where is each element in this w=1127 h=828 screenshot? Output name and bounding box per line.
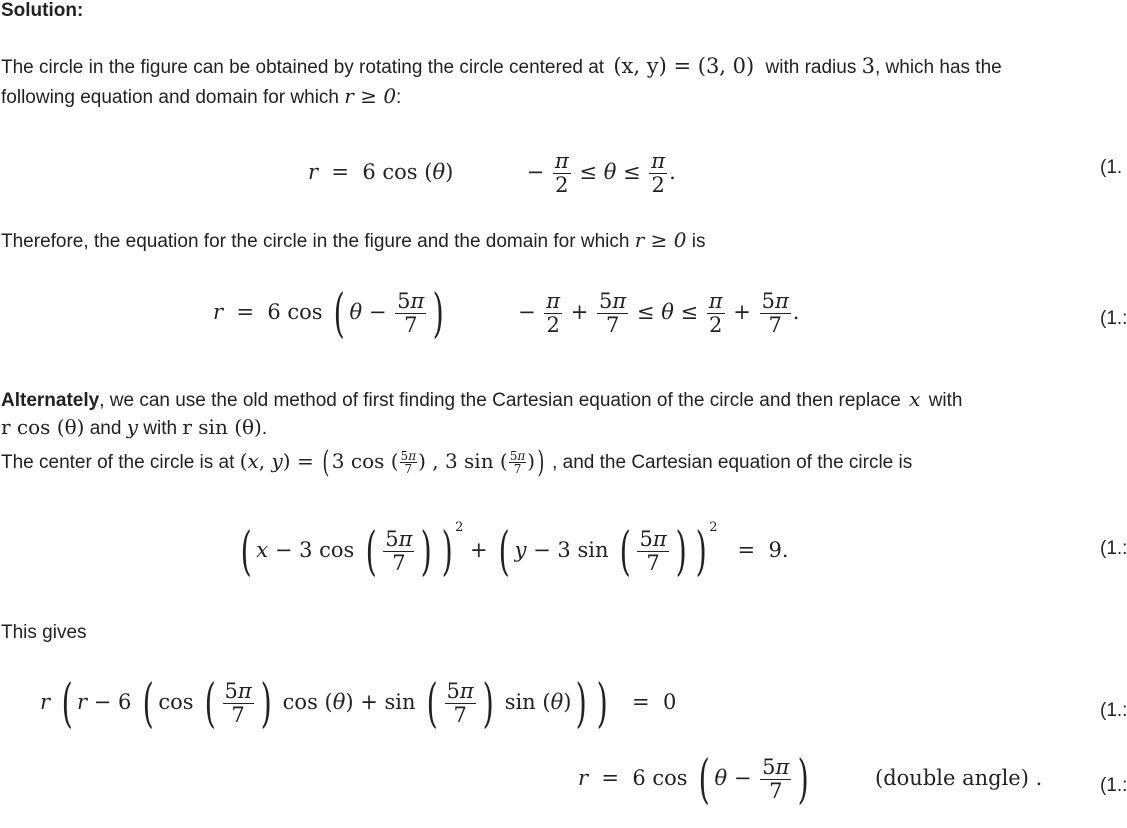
equation-2-number: (1.: (1100, 308, 1127, 329)
equation-4-number: (1.: (1100, 700, 1127, 721)
equation-1: r = 6 cos (θ) − $\frac{\pi}{2}$ ≤ θ ≤ $\frac{\pi}{2}$ . (308, 149, 676, 198)
paragraph-alternately-line1: Alternately, we can use the old method of first finding the Cartesian equation of the circle and then replace x with (1, 387, 963, 411)
center-coordinates-math: (x, y) = ( 3 cos ( $\frac{5\pi}{7}$ ) , 3 sin ( $\frac{5\pi}{7}$ )) (239, 444, 545, 480)
center-point-math: (x, y) = (3, 0) (613, 54, 755, 78)
radius-math: 3 (861, 54, 875, 78)
paragraph-intro-line2: following equation and domain for which r ≥ 0: (1, 84, 402, 108)
paragraph-center: The center of the circle is at (x, y) = ( 3 cos ( $\frac{5\pi}{7}$ ) , 3 sin ( $\frac{5\pi}{7}$ )) , and the Cartesian equation of the circle is (1, 444, 913, 480)
solution-heading: Solution: (1, 0, 84, 21)
equation-1-number: (1. (1100, 157, 1123, 178)
condition-math-1: r ≥ 0 (344, 84, 397, 108)
paragraph-this-gives: This gives (1, 622, 87, 643)
equation-3: ( x − 3 cos ( $\frac{5\pi}{7}$ ) ) $^2$ + ( y − 3 sin ( $\frac{5\pi}{7}$ ) ) $^2$ = 9. (240, 520, 789, 582)
rsin-math: r sin (θ) (182, 415, 262, 439)
double-angle-annotation: (double angle) . (875, 766, 1043, 791)
rcos-math: r cos (θ) (1, 415, 85, 439)
equation-5-number: (1.: (1100, 775, 1127, 796)
equation-5: r = 6 cos ( θ − $\frac{5\pi}{7}$ ) (double angle) . (578, 749, 1043, 810)
equation-2: r = 6 cos ( θ − $\frac{5\pi}{7}$ ) − $\frac{\pi}{2}$ + $\frac{5\pi}{7}$ ≤ θ ≤ $\frac{\pi}{2}$ + $\frac{5\pi}{7}$ . (213, 283, 800, 344)
paragraph-intro-line1: The circle in the figure can be obtained by rotating the circle centered at (x, y) = (3, 0) with radius 3, which has the (1, 54, 1002, 78)
paragraph-therefore: Therefore, the equation for the circle in the figure and the domain for which r ≥ 0 is (1, 228, 706, 252)
condition-math-2: r ≥ 0 (634, 228, 687, 252)
paragraph-alternately-line2: r cos (θ) and y with r sin (θ). (1, 415, 268, 439)
equation-3-number: (1.: (1100, 538, 1127, 559)
equation-4: r ( r − 6 ( cos ( $\frac{5\pi}{7}$ ) cos (θ) + sin ( $\frac{5\pi}{7}$ ) sin (θ)) ) = 0 (40, 673, 677, 734)
